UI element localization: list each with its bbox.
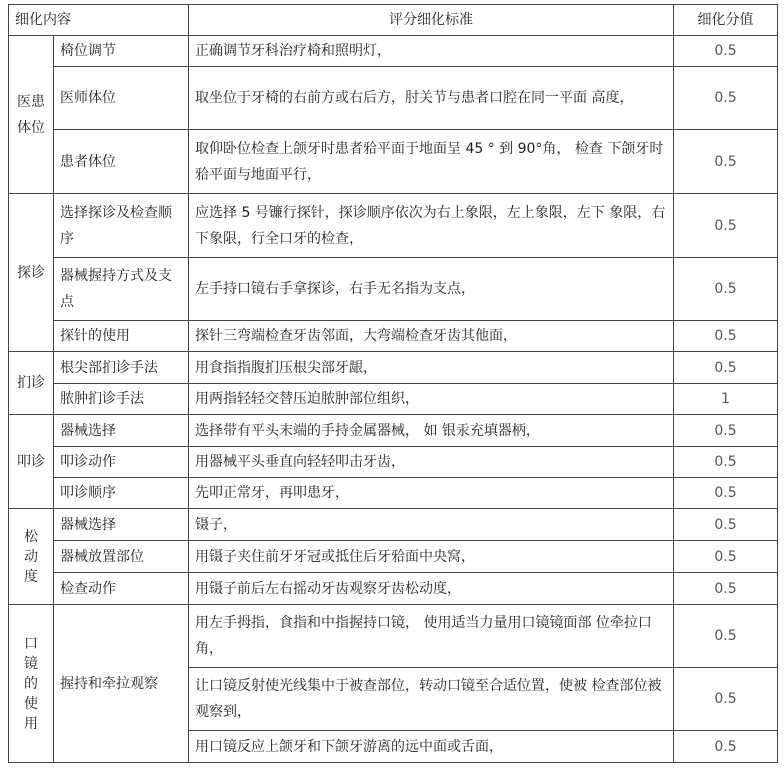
standard-cell: 先叩正常牙，再叩患牙， bbox=[189, 478, 674, 509]
score-cell: 0.5 bbox=[674, 194, 778, 258]
score-cell: 0.5 bbox=[674, 731, 778, 763]
category-label: 松动度 bbox=[24, 528, 38, 585]
table-row bbox=[9, 478, 778, 509]
sub-item: 椅位调节 bbox=[54, 36, 189, 67]
score-cell: 0.5 bbox=[674, 509, 778, 541]
score-cell: 0.5 bbox=[674, 415, 778, 447]
score-cell: 0.5 bbox=[674, 605, 778, 668]
score-cell: 0.5 bbox=[674, 541, 778, 573]
standard-cell: 取坐位于牙椅的右前方或右后方，肘关节与患者口腔在同一平面 高度， bbox=[189, 67, 674, 130]
table-row bbox=[9, 194, 778, 258]
category-cell: 叩诊 bbox=[9, 415, 54, 509]
header-score: 细化分值 bbox=[674, 5, 778, 36]
standard-cell: 用镊子夹住前牙牙冠或抵住后牙𬌗面中央窝， bbox=[189, 541, 674, 573]
sub-item: 探针的使用 bbox=[54, 321, 189, 352]
score-cell: 0.5 bbox=[674, 573, 778, 605]
table-row bbox=[9, 541, 778, 573]
standard-cell: 镊子， bbox=[189, 509, 674, 541]
standard-cell: 应选择 5 号镰行探针，探诊顺序依次为右上象限，左上象限，左下 象限，右下象限，行全口牙的检查， bbox=[189, 194, 674, 258]
sub-item: 器械放置部位 bbox=[54, 541, 189, 573]
standard-cell: 取仰卧位检查上颌牙时患者𬌗平面于地面呈 45 ° 到 90°角， 检查 下颌牙时𬌗平面与地面平行， bbox=[189, 130, 674, 194]
category-cell bbox=[9, 509, 54, 605]
sub-item: 医师体位 bbox=[54, 67, 189, 130]
table-row bbox=[9, 321, 778, 352]
sub-item: 患者体位 bbox=[54, 130, 189, 194]
standard-cell: 左手持口镜右手拿探诊，右手无名指为支点， bbox=[189, 258, 674, 321]
standard-cell: 用镊子前后左右摇动牙齿观察牙齿松动度， bbox=[189, 573, 674, 605]
score-cell: 0.5 bbox=[674, 67, 778, 130]
table-row bbox=[9, 258, 778, 321]
score-cell: 1 bbox=[674, 384, 778, 415]
sub-item: 检查动作 bbox=[54, 573, 189, 605]
standard-cell: 用食指指腹扪压根尖部牙龈， bbox=[189, 352, 674, 384]
sub-item: 选择探诊及检查顺序 bbox=[54, 194, 189, 258]
score-cell: 0.5 bbox=[674, 258, 778, 321]
standard-cell: 正确调节牙科治疗椅和照明灯， bbox=[189, 36, 674, 67]
score-cell: 0.5 bbox=[674, 321, 778, 352]
sub-item: 握持和牵拉观察 bbox=[54, 605, 189, 763]
sub-item: 根尖部扪诊手法 bbox=[54, 352, 189, 384]
score-cell: 0.5 bbox=[674, 352, 778, 384]
category-label: 口镜的使用 bbox=[24, 635, 38, 732]
sub-item: 器械选择 bbox=[54, 509, 189, 541]
sub-item: 脓肿扪诊手法 bbox=[54, 384, 189, 415]
table-row bbox=[9, 447, 778, 478]
table-row bbox=[9, 573, 778, 605]
header-row bbox=[9, 5, 778, 36]
table-row bbox=[9, 605, 778, 668]
table-row bbox=[9, 415, 778, 447]
sub-item: 叩诊动作 bbox=[54, 447, 189, 478]
sub-item: 器械握持方式及支点 bbox=[54, 258, 189, 321]
score-cell: 0.5 bbox=[674, 447, 778, 478]
score-cell: 0.5 bbox=[674, 36, 778, 67]
category-cell bbox=[9, 605, 54, 763]
category-cell: 扪诊 bbox=[9, 352, 54, 415]
score-cell: 0.5 bbox=[674, 130, 778, 194]
header-content: 细化内容 bbox=[9, 5, 189, 36]
score-cell: 0.5 bbox=[674, 668, 778, 731]
table-row bbox=[9, 130, 778, 194]
sub-item: 叩诊顺序 bbox=[54, 478, 189, 509]
standard-cell: 探针三弯端检查牙齿邻面，大弯端检查牙齿其他面， bbox=[189, 321, 674, 352]
score-cell: 0.5 bbox=[674, 478, 778, 509]
standard-cell: 用两指轻轻交替压迫脓肿部位组织， bbox=[189, 384, 674, 415]
table-row bbox=[9, 509, 778, 541]
sub-item: 器械选择 bbox=[54, 415, 189, 447]
table-row bbox=[9, 36, 778, 67]
category-cell: 探诊 bbox=[9, 194, 54, 352]
table-row bbox=[9, 384, 778, 415]
category-cell: 医患体位 bbox=[9, 36, 54, 194]
table-row bbox=[9, 352, 778, 384]
header-standard: 评分细化标准 bbox=[189, 5, 674, 36]
standard-cell: 用左手拇指，食指和中指握持口镜， 使用适当力量用口镜镜面部 位牵拉口角， bbox=[189, 605, 674, 668]
standard-cell: 选择带有平头末端的手持金属器械， 如 银汞充填器柄， bbox=[189, 415, 674, 447]
standard-cell: 用口镜反应上颌牙和下颌牙游离的远中面或舌面， bbox=[189, 731, 674, 763]
standard-cell: 让口镜反射使光线集中于被查部位，转动口镜至合适位置，使被 检查部位被观察到， bbox=[189, 668, 674, 731]
scoring-table bbox=[8, 4, 778, 763]
standard-cell: 用器械平头垂直向轻轻叩击牙齿， bbox=[189, 447, 674, 478]
table-row bbox=[9, 67, 778, 130]
